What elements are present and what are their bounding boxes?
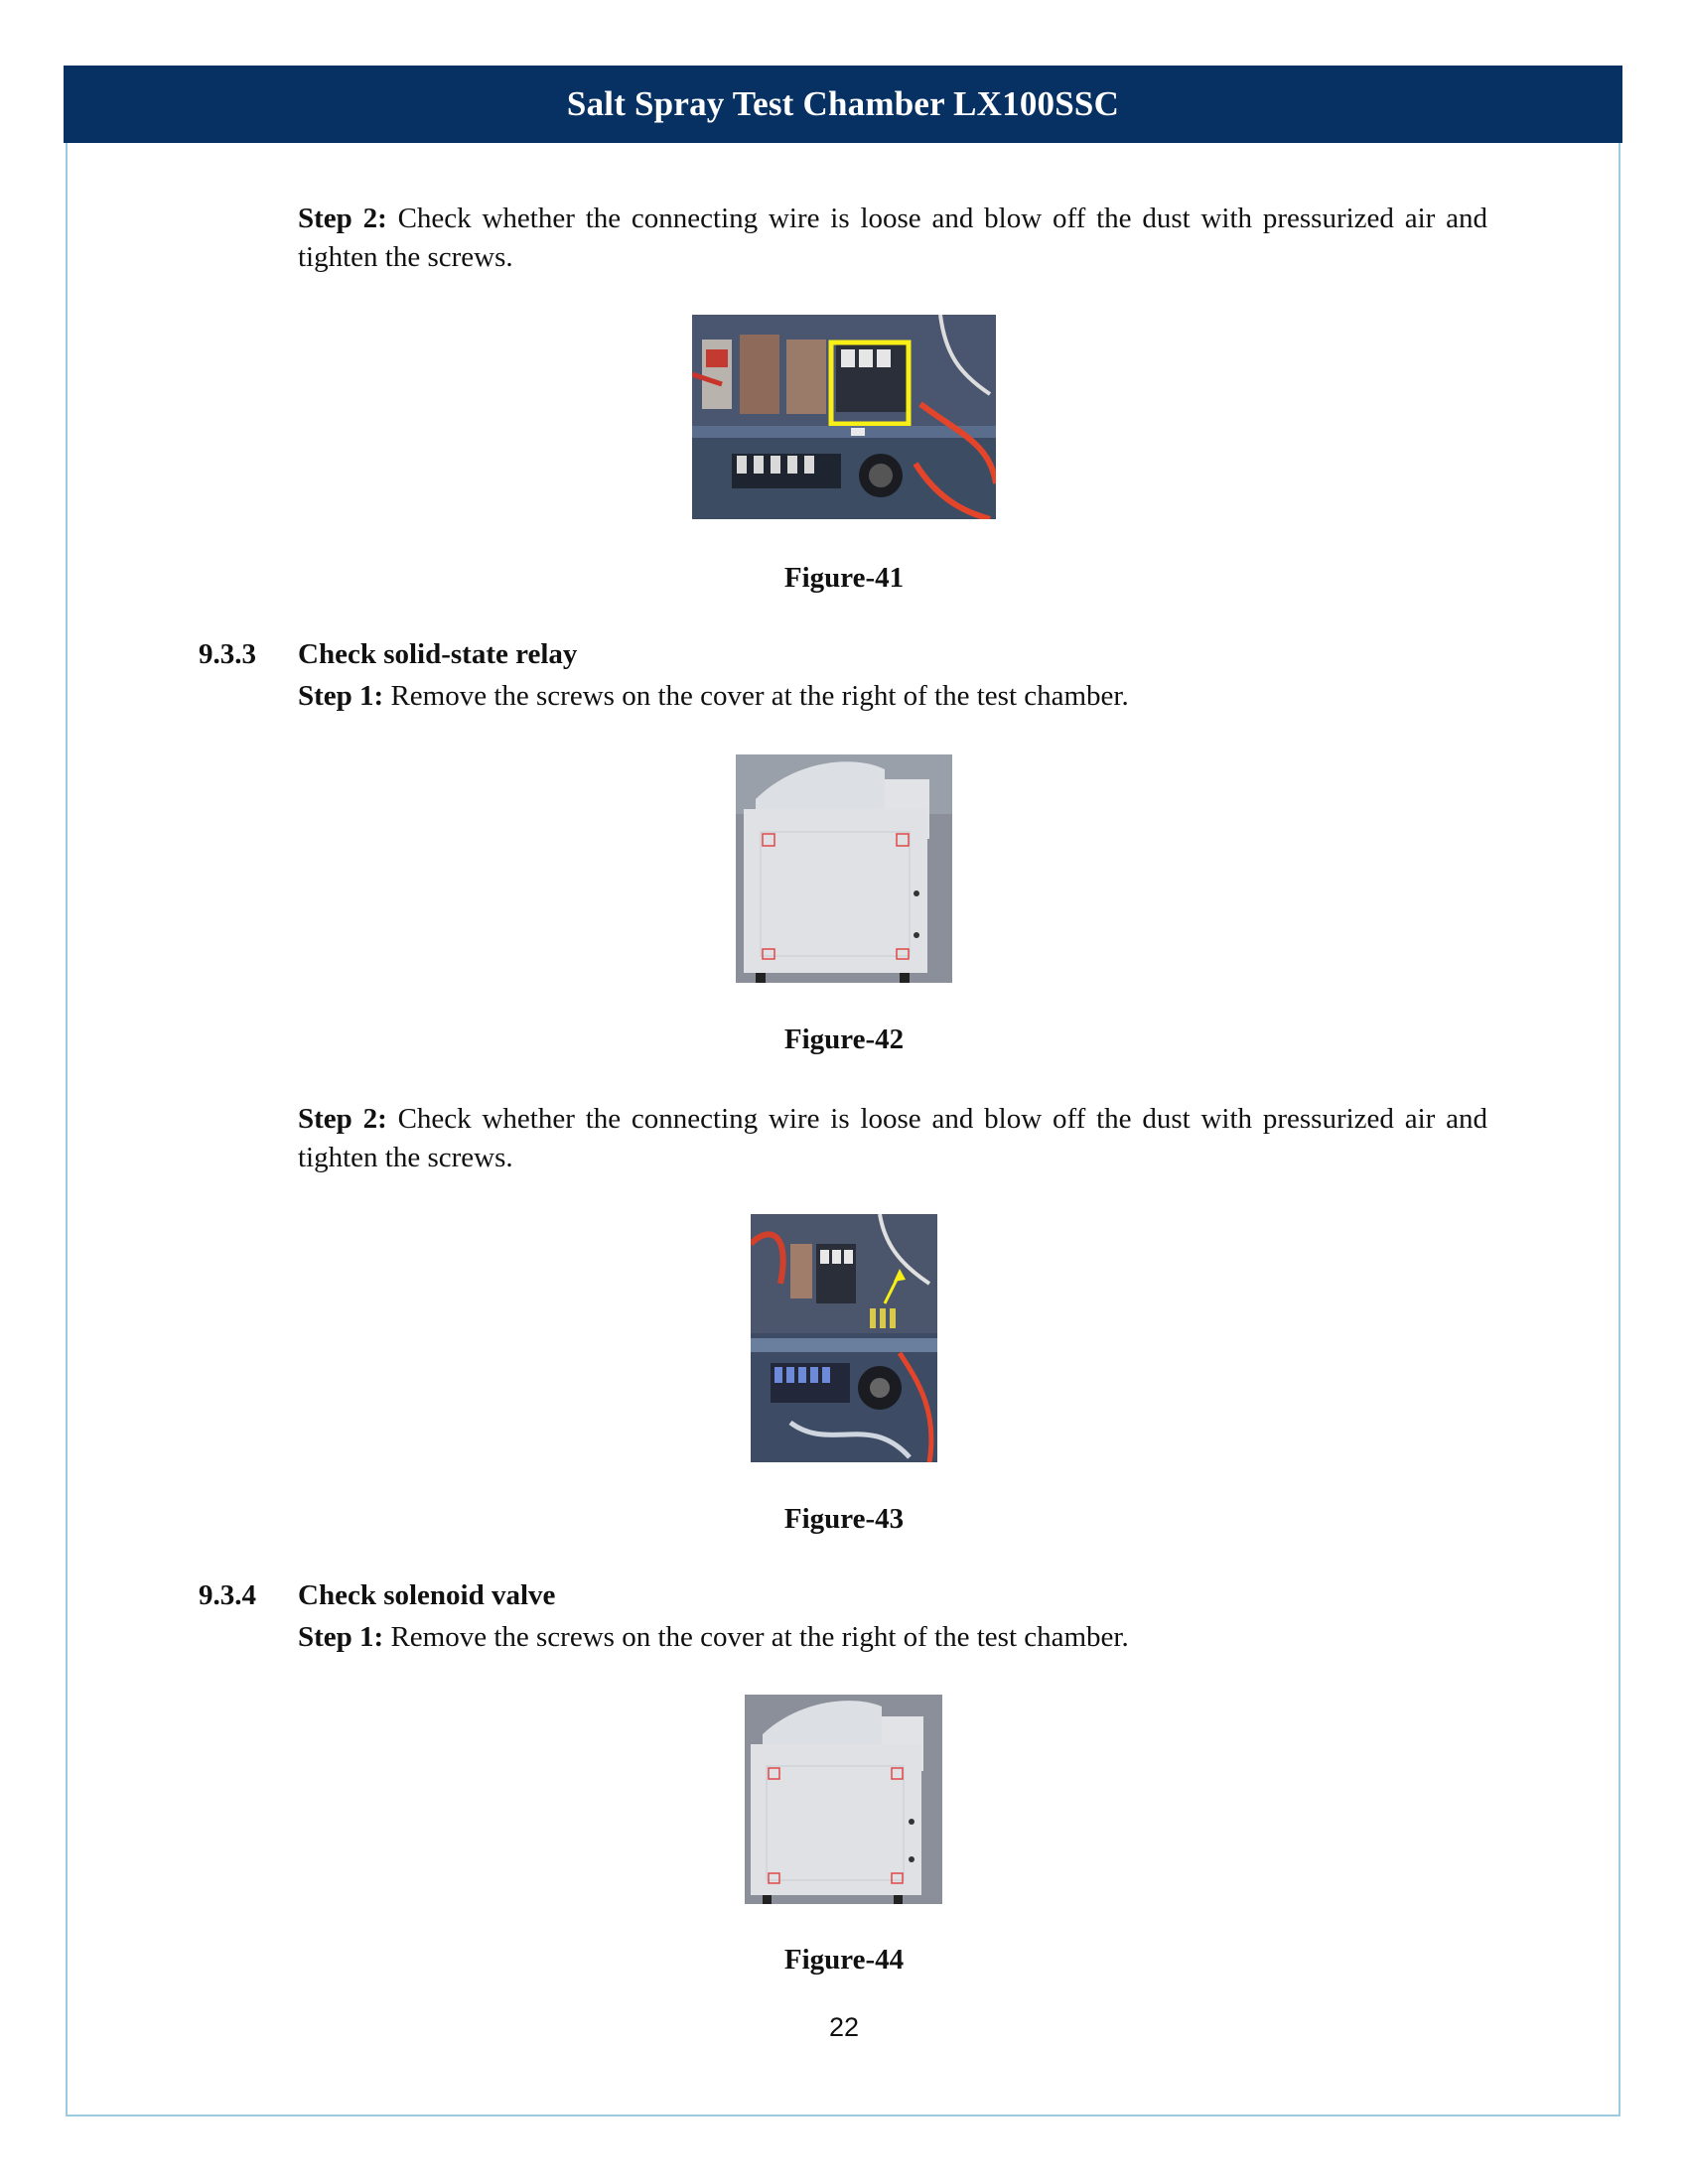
step-2-paragraph bbox=[298, 200, 1487, 277]
step-label: Step 1: bbox=[298, 680, 391, 712]
step-1-paragraph bbox=[298, 1618, 1487, 1657]
section-title: Check solenoid valve bbox=[298, 1579, 556, 1611]
step-text: Check whether the connecting wire is loose and blow off the dust with pressurized air and tighten the screws. bbox=[298, 1103, 1487, 1173]
step-1-paragraph bbox=[298, 677, 1487, 716]
step-label: Step 1: bbox=[298, 1621, 391, 1653]
figure-41-image bbox=[692, 315, 996, 519]
step-label: Step 2: bbox=[298, 203, 398, 234]
step-label: Step 2: bbox=[298, 1103, 398, 1135]
step-text: Remove the screws on the cover at the right of the test chamber. bbox=[390, 680, 1129, 712]
section-number: 9.3.4 bbox=[199, 1579, 256, 1611]
page-number: 22 bbox=[828, 2012, 860, 2042]
figure-43-image bbox=[751, 1214, 937, 1462]
figure-42-image bbox=[736, 754, 952, 983]
document-title: Salt Spray Test Chamber LX100SSC bbox=[566, 84, 1120, 123]
section-number: 9.3.3 bbox=[199, 638, 256, 670]
section-title: Check solid-state relay bbox=[298, 638, 578, 670]
step-text: Remove the screws on the cover at the right of the test chamber. bbox=[390, 1621, 1129, 1653]
step-2-paragraph bbox=[298, 1100, 1487, 1177]
figure-43-caption: Figure-43 bbox=[783, 1503, 905, 1535]
step-text: Check whether the connecting wire is loose and blow off the dust with pressurized air and tighten the screws. bbox=[298, 203, 1487, 273]
figure-44-caption: Figure-44 bbox=[783, 1944, 905, 1976]
header-bar bbox=[64, 66, 1622, 143]
figure-41-caption: Figure-41 bbox=[783, 562, 905, 594]
figure-42-caption: Figure-42 bbox=[783, 1024, 905, 1055]
figure-44-image bbox=[745, 1695, 942, 1904]
